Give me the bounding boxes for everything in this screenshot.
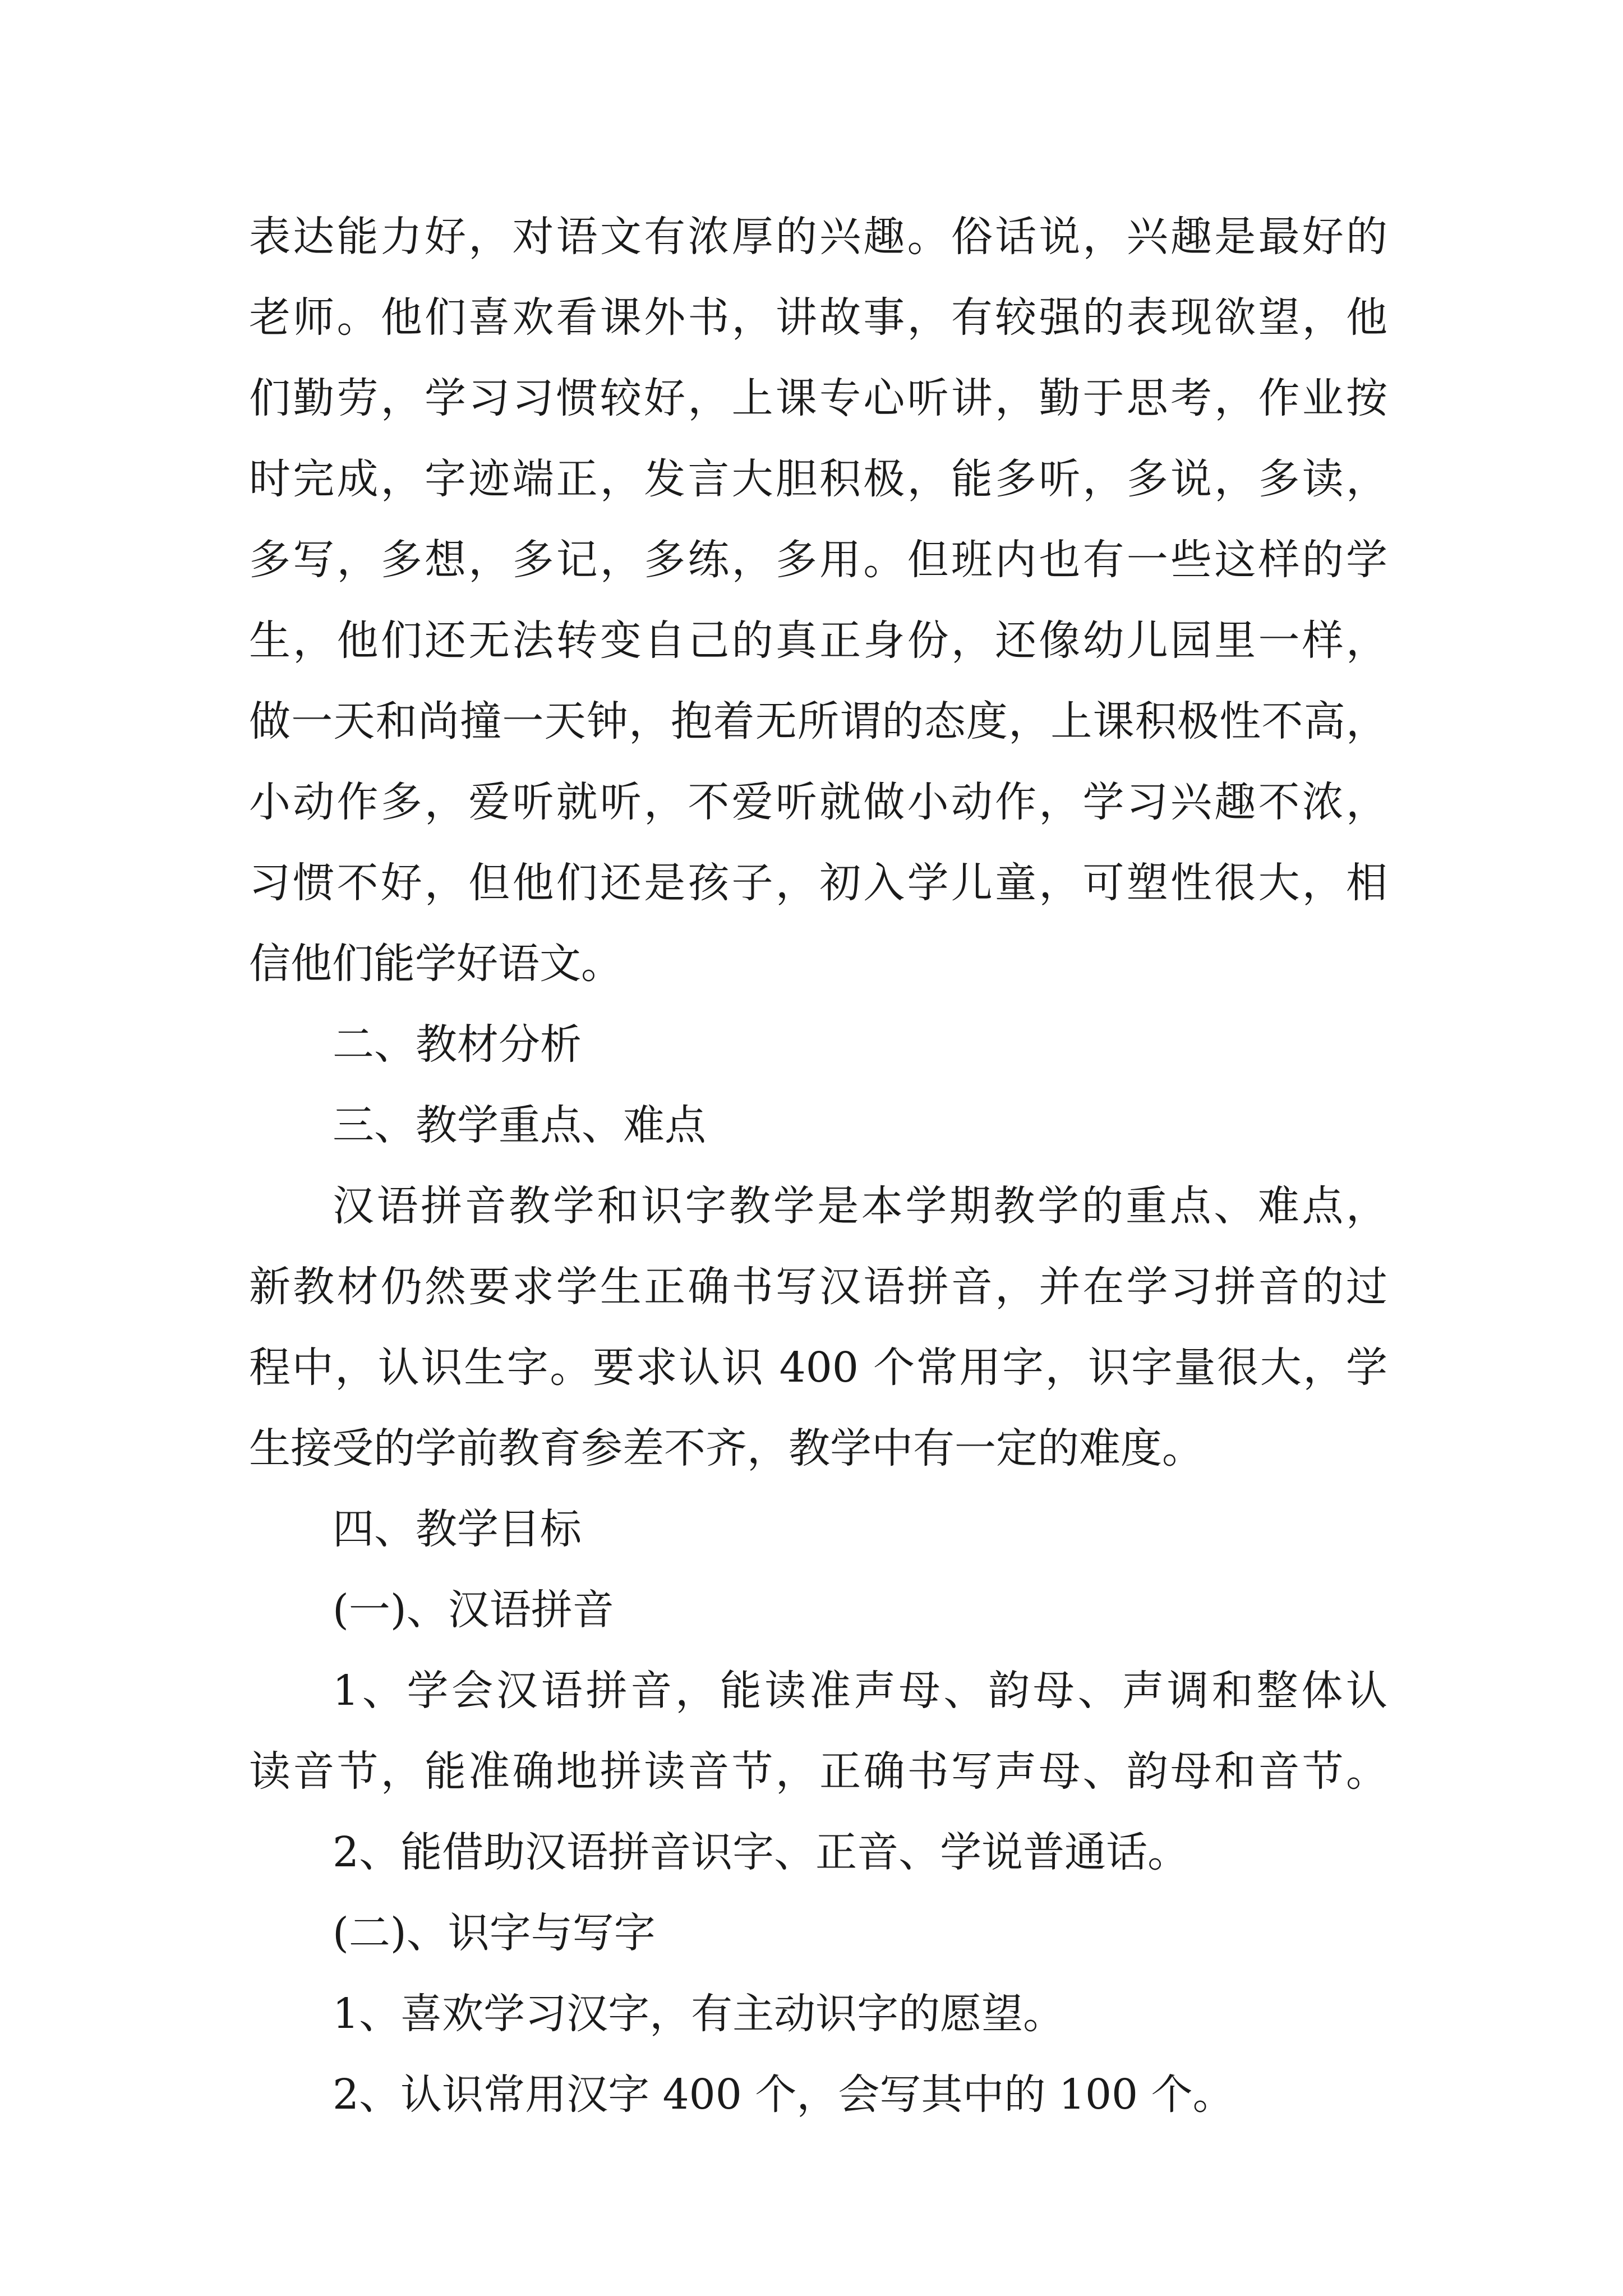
list-item: 2、能借助汉语拼音识字、正音、学说普通话。 xyxy=(333,1828,1189,1876)
text-line: 多写，多想，多记，多练，多用。但班内也有一些这样的学 xyxy=(249,536,1387,584)
list-item: 1、学会汉语拼音，能读准声母、韵母、声调和整体认 xyxy=(333,1667,1387,1715)
section-heading: 三、教学重点、难点 xyxy=(333,1101,706,1149)
subsection-heading: (一)、汉语拼音 xyxy=(333,1586,614,1634)
text-line: 习惯不好，但他们还是孩子，初入学儿童，可塑性很大，相 xyxy=(249,859,1387,907)
subsection-heading: (二)、识字与写字 xyxy=(333,1909,656,1957)
text-line: 汉语拼音教学和识字教学是本学期教学的重点、难点， xyxy=(333,1182,1387,1230)
section-heading: 四、教学目标 xyxy=(333,1505,582,1553)
text-line: 小动作多，爱听就听，不爱听就做小动作，学习兴趣不浓， xyxy=(249,778,1387,826)
text-line: 新教材仍然要求学生正确书写汉语拼音，并在学习拼音的过 xyxy=(249,1263,1387,1311)
text-line: 们勤劳，学习习惯较好，上课专心听讲，勤于思考，作业按 xyxy=(249,374,1387,422)
text-line: 时完成，字迹端正，发言大胆积极，能多听，多说，多读， xyxy=(249,455,1387,503)
list-item: 2、认识常用汉字 400 个，会写其中的 100 个。 xyxy=(333,2070,1234,2119)
section-heading: 二、教材分析 xyxy=(333,1020,582,1069)
text-line: 生接受的学前教育参差不齐，教学中有一定的难度。 xyxy=(249,1424,1204,1473)
list-item: 1、喜欢学习汉字，有主动识字的愿望。 xyxy=(333,1990,1065,2038)
text-line: 生，他们还无法转变自己的真正身份，还像幼儿园里一样， xyxy=(249,616,1387,665)
text-line: 做一天和尚撞一天钟，抱着无所谓的态度，上课积极性不高， xyxy=(249,697,1387,746)
text-line: 老师。他们喜欢看课外书，讲故事，有较强的表现欲望，他 xyxy=(249,293,1387,342)
list-item-continuation: 读音节，能准确地拼读音节，正确书写声母、韵母和音节。 xyxy=(249,1747,1387,1796)
text-line: 信他们能学好语文。 xyxy=(249,940,623,988)
text-line: 程中，认识生字。要求认识 400 个常用字，识字量很大，学 xyxy=(249,1343,1387,1392)
text-line: 表达能力好，对语文有浓厚的兴趣。俗话说，兴趣是最好的 xyxy=(249,213,1387,261)
